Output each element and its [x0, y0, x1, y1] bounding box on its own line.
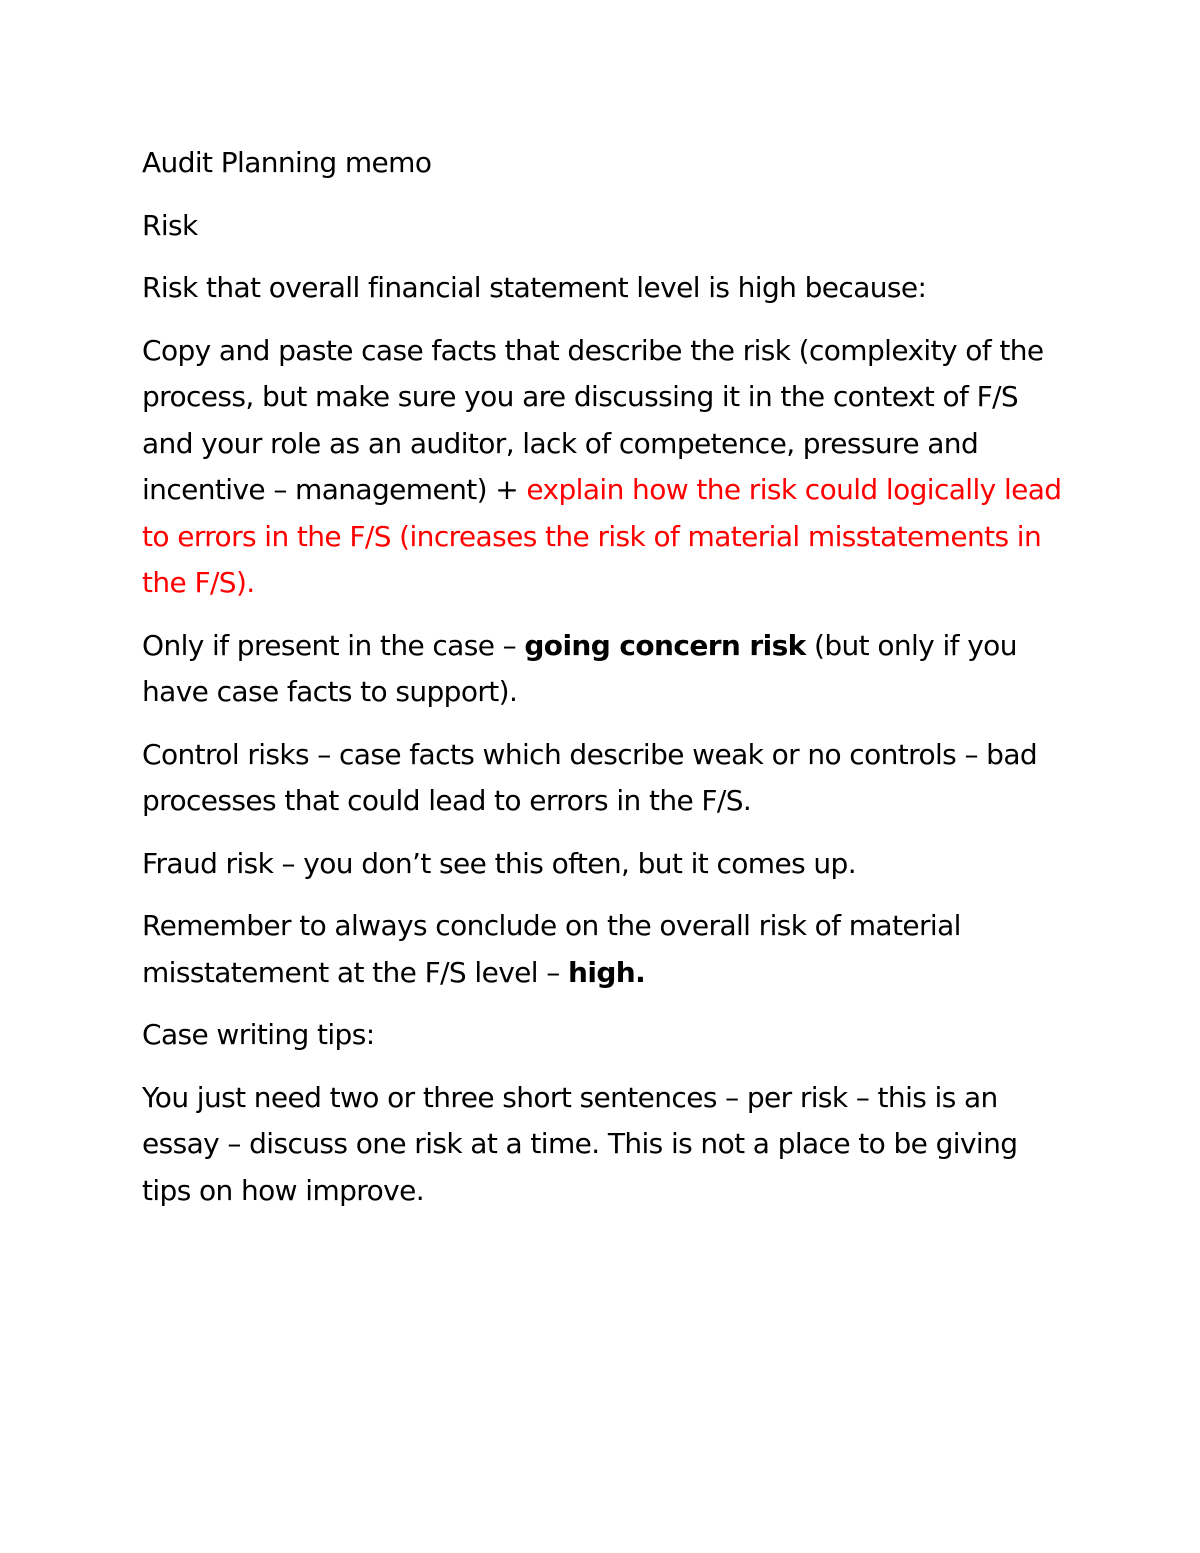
tips-paragraph: You just need two or three short sentences – per risk – this is an essay – discuss one risk at a time. This is not a place to be giving tips on how improve. [142, 1080, 1018, 1207]
fraud-risk-paragraph: Fraud risk – you don’t see this often, but it comes up. [142, 846, 857, 880]
going-concern-pre: Only if present in the case – [142, 628, 525, 662]
going-concern-bold: going concern risk [524, 628, 806, 662]
conclusion-bold: high. [567, 955, 646, 989]
risk-intro: Risk that overall financial statement level is high because: [142, 271, 927, 304]
conclusion-pre: Remember to always conclude on the overall risk of material misstatement at the F/S level – [142, 909, 961, 989]
copy-paste-text: Copy and paste case facts that describe the risk (complexity of the process, but make sure you are discussing it in the context of F/S and your role as an auditor, lack of competence, pressure and incentive – management) + [142, 333, 1044, 506]
tips-heading: Case writing tips: [142, 1018, 375, 1051]
copy-paste-paragraph [142, 328, 1072, 607]
going-concern-paragraph [142, 623, 1072, 716]
explain-risk-text: explain how the risk could logically lead to errors in the F/S (increases the risk of material misstatements in the F/S). [142, 473, 1062, 599]
document-body [142, 140, 1072, 1230]
going-concern-post: (but only if you have case facts to support). [142, 628, 1017, 708]
conclusion-paragraph [142, 903, 1072, 996]
control-risks-paragraph: Control risks – case facts which describe weak or no controls – bad processes that could lead to errors in the F/S. [142, 737, 1038, 817]
memo-title: Audit Planning memo [142, 146, 432, 179]
risk-heading: Risk [142, 208, 198, 242]
